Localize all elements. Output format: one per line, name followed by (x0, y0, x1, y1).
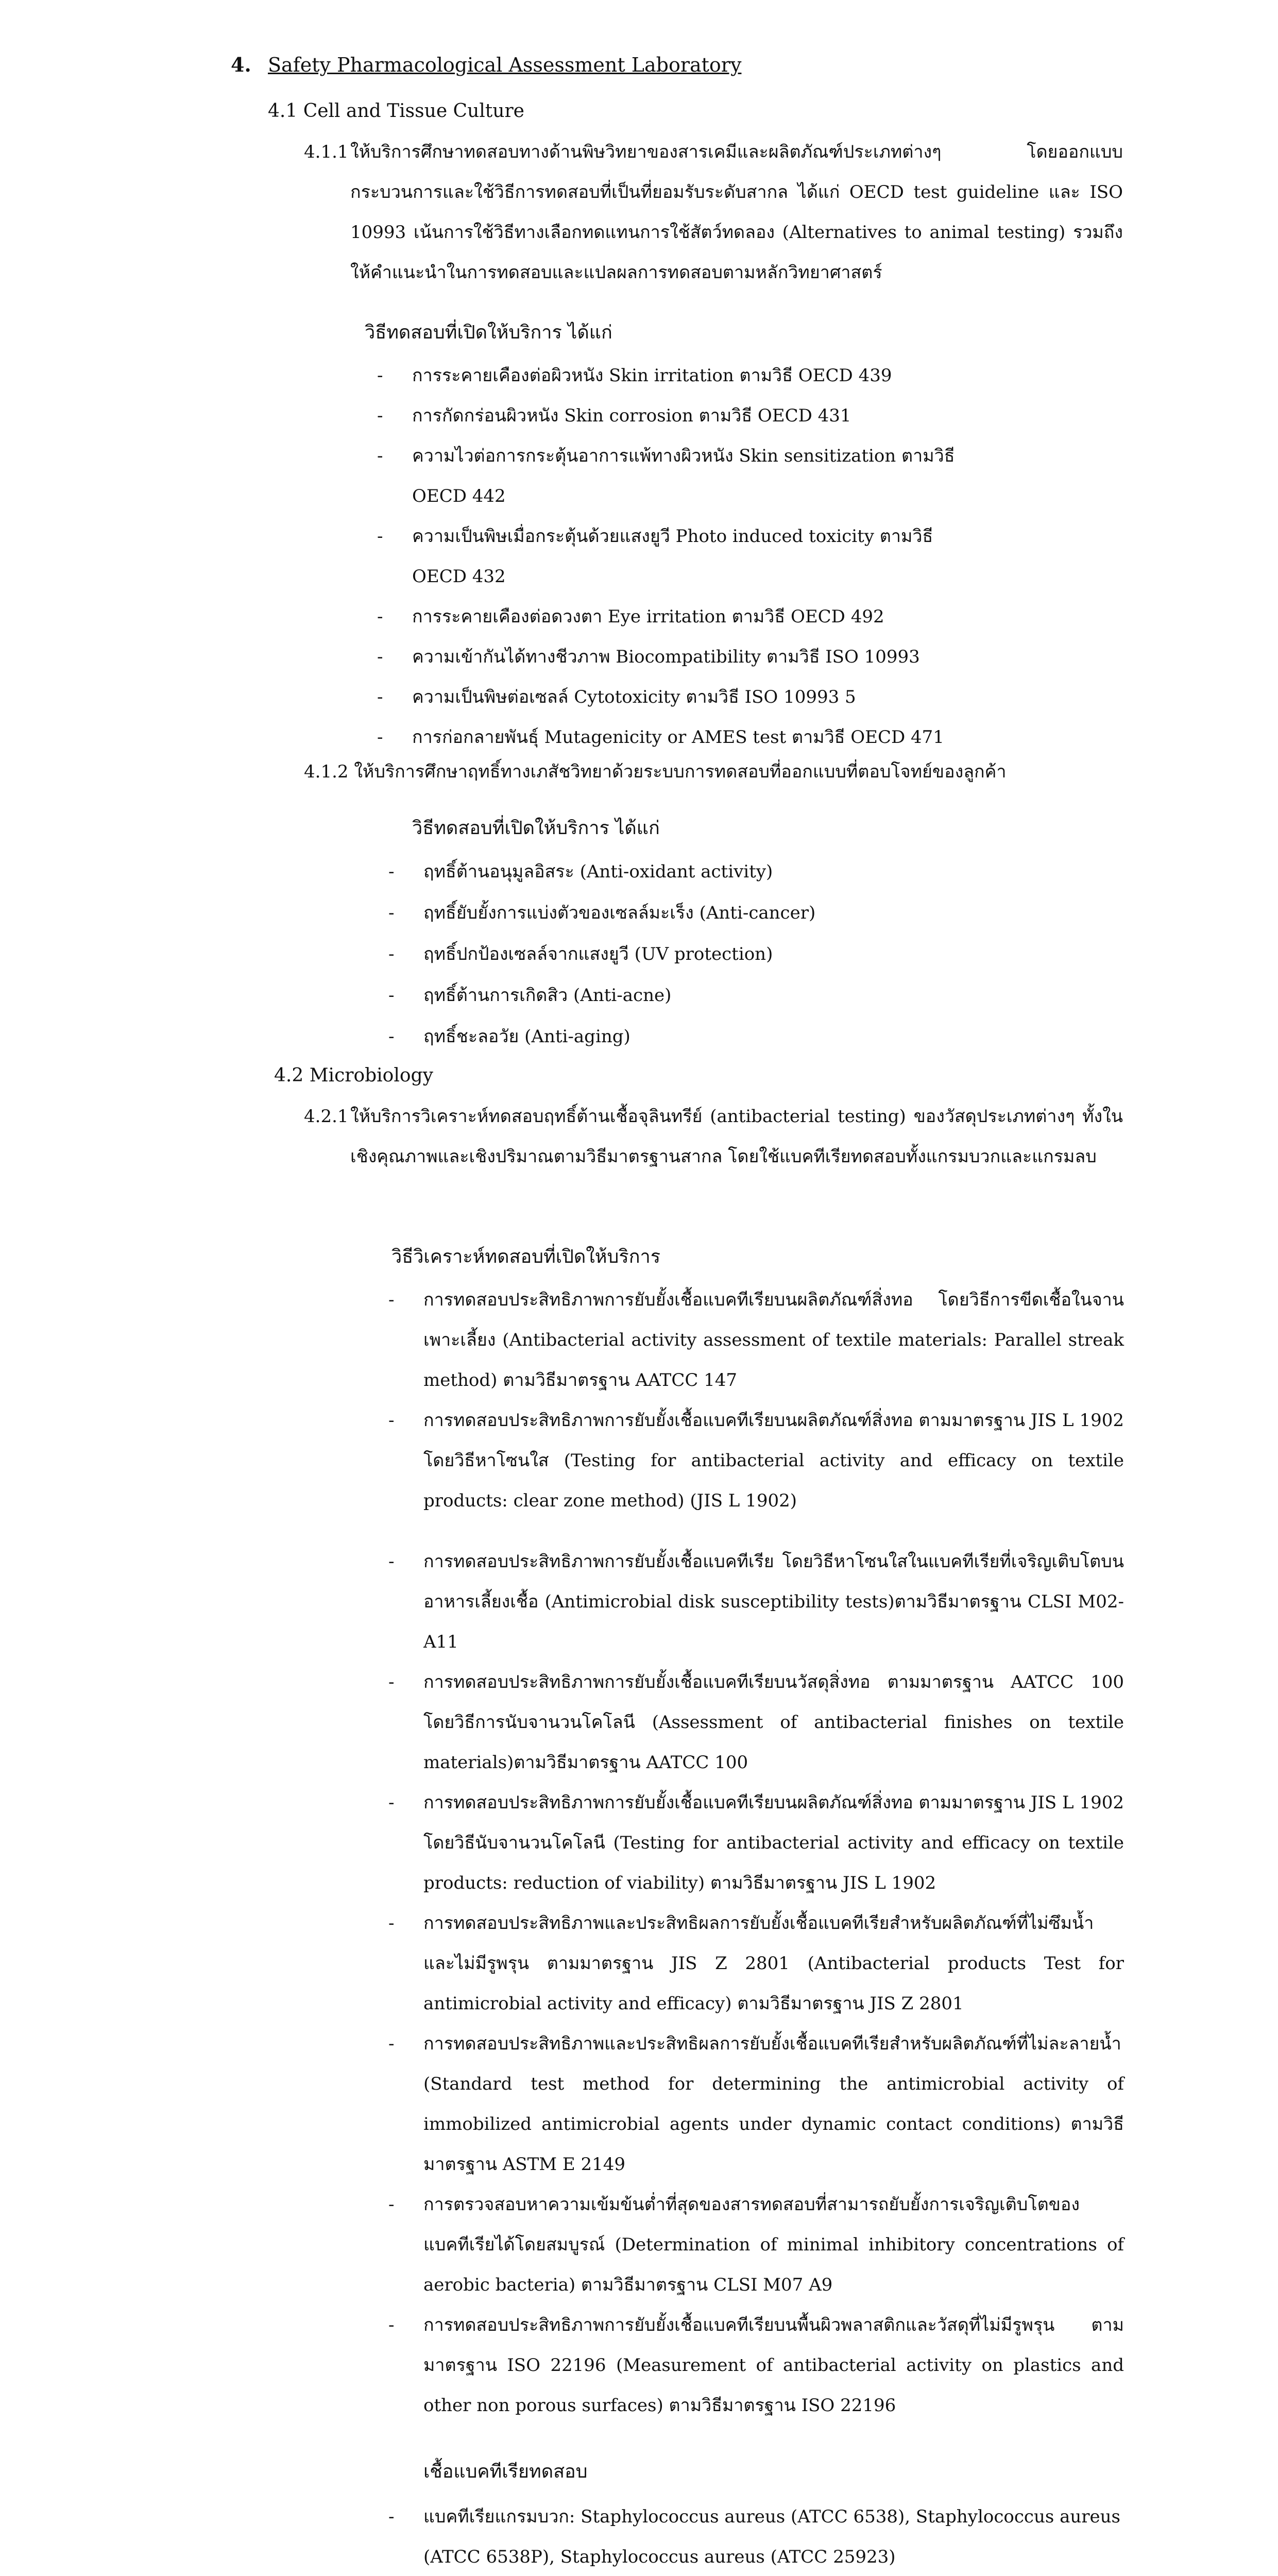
list-item: - ฤทธิ์ชะลอวัย (Anti-aging) (388, 1026, 631, 1047)
list-item: - ฤทธิ์ต้านการเกิดสิว (Anti-acne) (388, 985, 672, 1006)
list-item: - การทดสอบประสิทธิภาพการยับยั้งเชื้อแบคทีเรียบนวัสดุสิ่งทอ ตามมาตรฐาน AATCC 100 โดยวิธีการนับจานวนโคโลนี (Assessment of antibacterial finishes on textile materials)ตามวิธีมาตรฐาน AATCC 100 (388, 1672, 1124, 1773)
subsection-4-1-title: 4.1 Cell and Tissue Culture (268, 100, 524, 122)
bacteria-list (388, 2497, 1124, 2576)
methods-list-4-1-2 (388, 851, 990, 1057)
list-item: - การทดสอบประสิทธิภาพการยับยั้งเชื้อแบคทีเรียบนผลิตภัณฑ์สิ่งทอ ตามมาตรฐาน JIS L 1902 โดยวิธีหาโซนใส (Testing for antibacterial activity and efficacy on textile products: clear zone method) (JIS L 1902) (388, 1410, 1124, 1511)
list-item: - ฤทธิ์ปกป้องเซลล์จากแสงยูวี (UV protection) (388, 944, 773, 964)
paragraph-number: 4.1.2 (304, 761, 349, 782)
methods-list-4-2-1 (388, 1280, 1124, 2426)
paragraph-4-1-2 (304, 757, 1128, 786)
list-item: - ความเข้ากันได้ทางชีวภาพ Biocompatibility ตามวิธี ISO 10993 (377, 647, 920, 667)
list-item: - การทดสอบประสิทธิภาพการยับยั้งเชื้อแบคทีเรียบนผลิตภัณฑ์สิ่งทอ โดยวิธีการขีดเชื้อในจานเพาะเลี้ยง (Antibacterial activity assessment of textile materials: Parallel streak method) ตามวิธีมาตรฐาน AATCC 147 (388, 1290, 1124, 1391)
list-item: - ฤทธิ์ต้านอนุมูลอิสระ (Anti-oxidant activity) (388, 861, 773, 882)
list-item: - การทดสอบประสิทธิภาพการยับยั้งเชื้อแบคทีเรียบนผลิตภัณฑ์สิ่งทอ ตามมาตรฐาน JIS L 1902 โดยวิธีนับจานวนโคโลนี (Testing for antibacterial activity and efficacy on textile products: reduction of viability) ตามวิธีมาตรฐาน JIS L 1902 (388, 1792, 1124, 1893)
list-item: - ฤทธิ์ยับยั้งการแบ่งตัวของเซลล์มะเร็ง (Anti-cancer) (388, 903, 816, 923)
list-item: - การทดสอบประสิทธิภาพการยับยั้งเชื้อแบคทีเรียบนพื้นผิวพลาสติกและวัสดุที่ไม่มีรูพรุน ตามมาตรฐาน ISO 22196 (Measurement of antibacterial activity on plastics and other non porous surfaces) ตามวิธีมาตรฐาน ISO 22196 (388, 2315, 1124, 2416)
list-item: - ความเป็นพิษต่อเซลล์ Cytotoxicity ตามวิธี ISO 10993 5 (377, 687, 856, 707)
methods-list-4-1-1 (377, 355, 979, 757)
list-item: - การระคายเคืองต่อดวงตา Eye irritation ตามวิธี OECD 492 (377, 606, 884, 627)
list-item: - การก่อกลายพันธุ์ Mutagenicity or AMES test ตามวิธี OECD 471 (377, 727, 944, 748)
list-item: - การตรวจสอบหาความเข้มข้นต่ำที่สุดของสารทดสอบที่สามารถยับยั้งการเจริญเติบโตของแบคทีเรียได้โดยสมบูรณ์ (Determination of minimal inhibitory concentrations of aerobic bacteria) ตามวิธีมาตรฐาน CLSI M07 A9 (388, 2194, 1124, 2295)
list-item: - การทดสอบประสิทธิภาพและประสิทธิผลการยับยั้งเชื้อแบคทีเรียสำหรับผลิตภัณฑ์ที่ไม่ซึมน้ำและไม่มีรูพรุน ตามมาตรฐาน JIS Z 2801 (Antibacterial products Test for antimicrobial activity and efficacy) ตามวิธีมาตรฐาน JIS Z 2801 (388, 1913, 1124, 2014)
list-item: - ความเป็นพิษเมื่อกระตุ้นด้วยแสงยูวี Photo induced toxicity ตามวิธี OECD 432 (377, 526, 933, 587)
section-4-heading (231, 50, 1003, 79)
list-item: - การระคายเคืองต่อผิวหนัง Skin irritation ตามวิธี OECD 439 (377, 365, 892, 386)
paragraph-4-1-1 (304, 132, 1123, 293)
list-item: - การกัดกร่อนผิวหนัง Skin corrosion ตามวิธี OECD 431 (377, 405, 851, 426)
list-item: - การทดสอบประสิทธิภาพการยับยั้งเชื้อแบคทีเรีย โดยวิธีหาโซนใสในแบคทีเรียที่เจริญเติบโตบนอาหารเลี้ยงเชื้อ (Antimicrobial disk susceptibility tests)ตามวิธีมาตรฐาน CLSI M02-A11 (388, 1551, 1124, 1652)
methods-heading-4-1-2: วิธีทดสอบที่เปิดให้บริการ ได้แก่ (412, 818, 660, 839)
list-item: - การทดสอบประสิทธิภาพและประสิทธิผลการยับยั้งเชื้อแบคทีเรียสำหรับผลิตภัณฑ์ที่ไม่ละลายน้ำ (Standard test method for determining the antimicrobial activity of immobilized antimicrobial agents under dynamic contact conditions) ตามวิธีมาตรฐาน ASTM E 2149 (388, 2033, 1124, 2175)
bacteria-heading: เชื้อแบคทีเรียทดสอบ (423, 2461, 588, 2482)
paragraph-text: ให้บริการศึกษาทดสอบทางด้านพิษวิทยาของสารเคมีและผลิตภัณฑ์ประเภทต่างๆ โดยออกแบบกระบวนการและใช้วิธีการทดสอบที่เป็นที่ยอมรับระดับสากล ได้แก่ OECD test guideline และ ISO 10993 เน้นการใช้วิธีทางเลือกทดแทนการใช้สัตว์ทดลอง (Alternatives to animal testing) รวมถึงให้คำแนะนำในการทดสอบและแปลผลการทดสอบตามหลักวิทยาศาสตร์ (350, 142, 1123, 283)
paragraph-number: 4.1.1 (304, 142, 349, 162)
paragraph-text: ให้บริการศึกษาฤทธิ์ทางเภสัชวิทยาด้วยระบบการทดสอบที่ออกแบบที่ตอบโจทย์ของลูกค้า (354, 761, 1007, 782)
subsection-4-2-title: 4.2 Microbiology (274, 1065, 433, 1086)
list-item: - ความไวต่อการกระตุ้นอาการแพ้ทางผิวหนัง Skin sensitization ตามวิธี OECD 442 (377, 446, 955, 506)
methods-heading-4-2-1: วิธีวิเคราะห์ทดสอบที่เปิดให้บริการ (391, 1246, 661, 1267)
methods-heading-4-1-1: วิธีทดสอบที่เปิดให้บริการ ได้แก่ (365, 322, 612, 343)
list-item: - แบคทีเรียแกรมบวก: Staphylococcus aureus (ATCC 6538), Staphylococcus aureus (ATCC 6538P), Staphylococcus aureus (ATCC 25923) (388, 2506, 1120, 2567)
section-number: 4. (231, 53, 251, 76)
paragraph-4-2-1 (304, 1096, 1123, 1177)
paragraph-text: ให้บริการวิเคราะห์ทดสอบฤทธิ์ต้านเชื้อจุลินทรีย์ (antibacterial testing) ของวัสดุประเภทต่างๆ ทั้งในเชิงคุณภาพและเชิงปริมาณตามวิธีมาตรฐานสากล โดยใช้แบคทีเรียทดสอบทั้งแกรมบวกและแกรมลบ (350, 1106, 1123, 1167)
section-title: Safety Pharmacological Assessment Laboratory (268, 54, 742, 76)
paragraph-number: 4.2.1 (304, 1106, 349, 1127)
